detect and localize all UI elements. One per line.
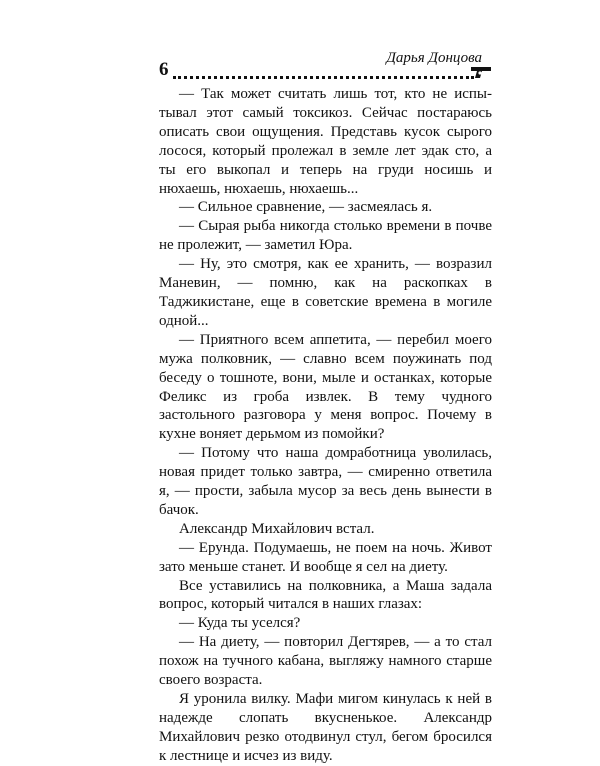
- paragraph: — Сырая рыба никогда столько времени в почве не пролежит, — заметил Юра.: [159, 218, 492, 254]
- paragraph: — Ну, это смотря, как ее хранить, — возразил Маневин, — помню, как на раскопках в Таджикистане, еще в советские времена в могиле одной...: [159, 256, 492, 329]
- paragraph: Все уставились на полковника, а Маша задала вопрос, который читался в наших глазах:: [159, 577, 492, 613]
- body-text: [159, 85, 492, 766]
- page-number: 6: [159, 59, 169, 80]
- running-header: [159, 48, 492, 88]
- pistol-icon: [470, 64, 492, 80]
- paragraph: — Потому что наша домработница уволилась, новая придет только завтра, — смиренно ответила я, — прости, забыла мусор за весь день вынести в бачок.: [159, 445, 492, 518]
- paragraph: — Куда ты уселся?: [179, 615, 301, 632]
- paragraph: — Сильное сравнение, — засмеялась я.: [179, 199, 433, 216]
- paragraph: Александр Михайлович встал.: [179, 520, 375, 537]
- paragraph: Я уронила вилку. Мафи мигом кинулась к ней в надежде слопать вкусненькое. Александр Михайлович резко отодвинул стул, бегом бросился к лестнице и исчез из виду.: [159, 691, 492, 764]
- dotted-leader: [173, 72, 474, 79]
- author-name: Дарья Донцова: [386, 50, 482, 66]
- paragraph: — На диету, — повторил Дегтярев, — а то стал похож на тучного кабана, выгляжу намного старше своего возраста.: [159, 634, 492, 689]
- paragraph: — Приятного всем аппетита, — перебил моего мужа полковник, — славно всем поужинать под беседу о тошноте, вони, мыле и останках, которые Феликс из гроба извлек. В тему чудного застольного разговора у меня вопрос. Почему в кухне воняет дерьмом из помойки?: [159, 331, 492, 443]
- paragraph: — Ерунда. Подумаешь, не поем на ночь. Живот зато меньше станет. И вообще я сел на диету.: [159, 539, 492, 575]
- paragraph: — Так может считать лишь тот, кто не испытывал этот самый токсикоз. Сейчас постараюсь описать свои ощущения. Представь кусок сырого лосося, который пролежал в земле лет эдак сто, а ты его выкопал и теперь на груди носишь и нюхаешь, нюхаешь, нюхаешь...: [159, 86, 492, 197]
